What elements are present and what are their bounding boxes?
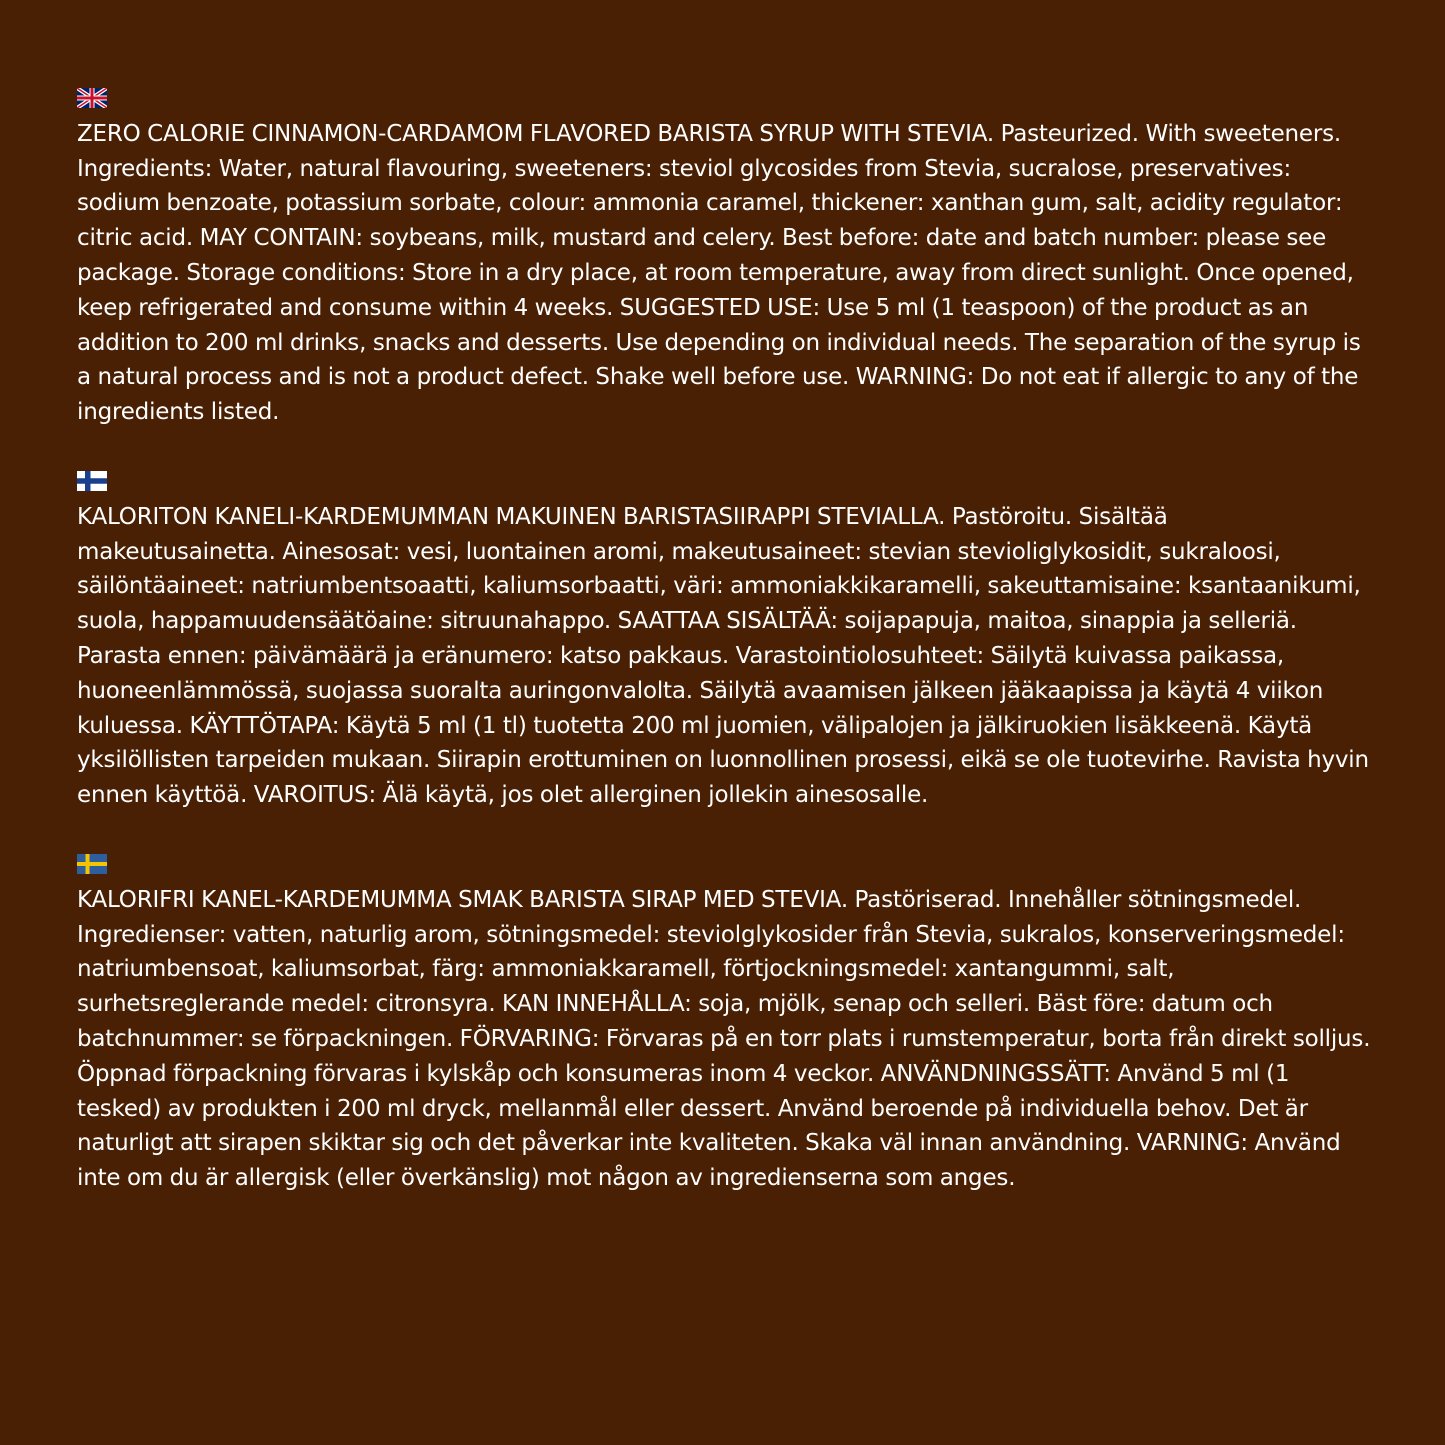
sweden-flag-icon — [77, 848, 1372, 883]
uk-flag-icon — [77, 82, 1372, 117]
section-finnish — [77, 465, 1372, 813]
swedish-label-text: KALORIFRI KANEL-KARDEMUMMA SMAK BARISTA SIRAP MED STEVIA. Pastöriserad. Innehåller sötningsmedel. Ingredienser: vatten, naturlig arom, sötningsmedel: steviolglykosider från Stevia, sukralos, konserveringsmedel: natriumbensoat, kaliumsorbat, färg: ammoniakkaramell, förtjockningsmedel: xantangummi, salt, surhetsreglerande medel: citronsyra. KAN INNEHÅLLA: soja, mjölk, senap och selleri. Bäst före: datum och batchnummer: se förpackningen. FÖRVARING: Förvaras på en torr plats i rumstemperatur, borta från direkt solljus. Öppnad förpackning förvaras i kylskåp och konsumeras inom 4 veckor. ANVÄNDNINGSSÄTT: Använd 5 ml (1 tesked) av produkten i 200 ml dryck, mellanmål eller dessert. Använd beroende på individuella behov. Det är naturligt att sirapen skiktar sig och det påverkar inte kvaliteten. Skaka väl innan användning. VARNING: Använd inte om du är allergisk (eller överkänslig) mot någon av ingredienserna som anges. — [77, 886, 1371, 1192]
section-swedish — [77, 848, 1372, 1196]
product-label-text — [77, 82, 1372, 1231]
english-label-text: ZERO CALORIE CINNAMON-CARDAMOM FLAVORED BARISTA SYRUP WITH STEVIA. Pasteurized. With sweeteners. Ingredients: Water, natural flavouring, sweeteners: steviol glycosides from Stevia, sucralose, preservatives: sodium benzoate, potassium sorbate, colour: ammonia caramel, thickener: xanthan gum, salt, acidity regulator: citric acid. MAY CONTAIN: soybeans, milk, mustard and celery. Best before: date and batch number: please see package. Storage conditions: Store in a dry place, at room temperature, away from direct sunlight. Once opened, keep refrigerated and consume within 4 weeks. SUGGESTED USE: Use 5 ml (1 teaspoon) of the product as an addition to 200 ml drinks, snacks and desserts. Use depending on individual needs. The separation of the syrup is a natural process and is not a product defect. Shake well before use. WARNING: Do not eat if allergic to any of the ingredients listed. — [77, 120, 1361, 426]
finland-flag-icon — [77, 465, 1372, 500]
section-english — [77, 82, 1372, 430]
finnish-label-text: KALORITON KANELI-KARDEMUMMAN MAKUINEN BARISTASIIRAPPI STEVIALLA. Pastöroitu. Sisältää makeutusainetta. Ainesosat: vesi, luontainen aromi, makeutusaineet: stevian stevioliglykosidit, sukraloosi, säilöntäaineet: natriumbentsoaatti, kaliumsorbaatti, väri: ammoniakkikaramelli, sakeuttamisaine: ksantaanikumi, suola, happamuudensäätöaine: sitruunahappo. SAATTAA SISÄLTÄÄ: soijapapuja, maitoa, sinappia ja selleriä. Parasta ennen: päivämäärä ja eränumero: katso pakkaus. Varastointiolosuhteet: Säilytä kuivassa paikassa, huoneenlämmössä, suojassa suoralta auringonvalolta. Säilytä avaamisen jälkeen jääkaapissa ja käytä 4 viikon kuluessa. KÄYTTÖTAPA: Käytä 5 ml (1 tl) tuotetta 200 ml juomien, välipalojen ja jälkiruokien lisäkkeenä. Käytä yksilöllisten tarpeiden mukaan. Siirapin erottuminen on luonnollinen prosessi, eikä se ole tuotevirhe. Ravista hyvin ennen käyttöä. VAROITUS: Älä käytä, jos olet allerginen jollekin ainesosalle. — [77, 503, 1369, 809]
